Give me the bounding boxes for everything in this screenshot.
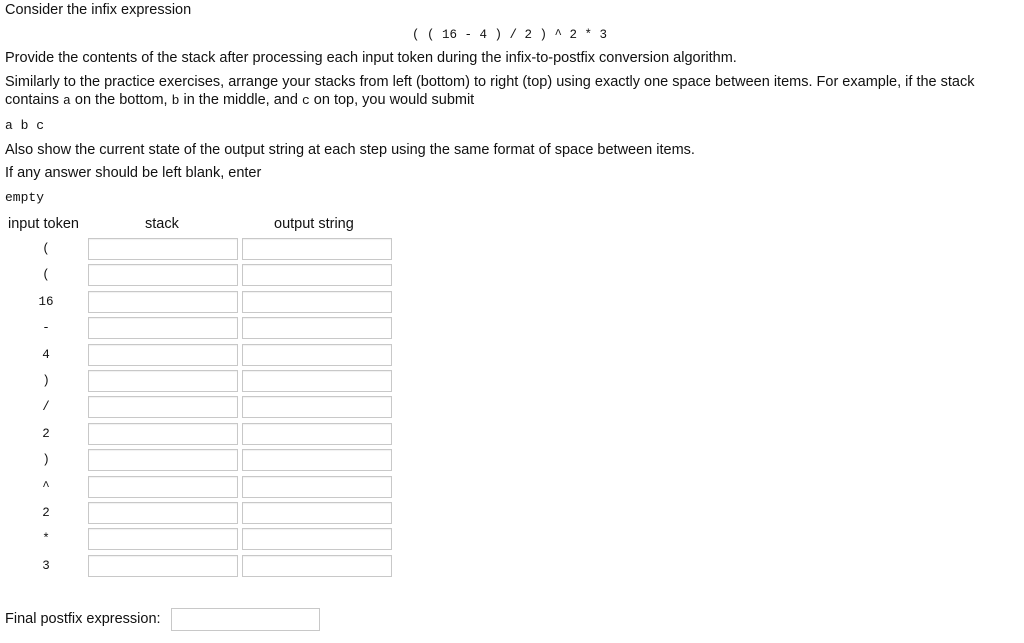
format-instruction-line1: Similarly to the practice exercises, arrange your stacks from left (bottom) to right (top) using exactly one space between items. For example, if the stack bbox=[5, 74, 975, 90]
stack-input[interactable] bbox=[88, 370, 238, 392]
output-string-input[interactable] bbox=[242, 238, 392, 260]
stack-input[interactable] bbox=[88, 291, 238, 313]
stack-input[interactable] bbox=[88, 238, 238, 260]
input-token: 4 bbox=[42, 348, 50, 362]
stack-input[interactable] bbox=[88, 423, 238, 445]
stack-input[interactable] bbox=[88, 449, 238, 471]
output-instruction-text: Also show the current state of the output string at each step using the same format of space between items. bbox=[5, 142, 695, 158]
format-text-a: contains bbox=[5, 92, 64, 108]
input-token: ^ bbox=[42, 480, 50, 494]
output-string-input[interactable] bbox=[242, 555, 392, 577]
output-string-input[interactable] bbox=[242, 344, 392, 366]
input-token: * bbox=[42, 532, 50, 546]
stack-input[interactable] bbox=[88, 555, 238, 577]
input-token: 3 bbox=[42, 559, 50, 573]
output-string-input[interactable] bbox=[242, 476, 392, 498]
stack-input[interactable] bbox=[88, 396, 238, 418]
instruction-text: Provide the contents of the stack after processing each input token during the infix-to-postfix conversion algorithm. bbox=[5, 50, 737, 66]
final-postfix-label: Final postfix expression: bbox=[5, 611, 161, 627]
blank-value-example: empty bbox=[5, 190, 45, 205]
output-string-input[interactable] bbox=[242, 449, 392, 471]
output-string-input[interactable] bbox=[242, 291, 392, 313]
input-token: 16 bbox=[38, 295, 54, 309]
code-c: c bbox=[301, 93, 310, 108]
output-string-input[interactable] bbox=[242, 370, 392, 392]
output-string-input[interactable] bbox=[242, 317, 392, 339]
example-stack: a b c bbox=[5, 118, 45, 133]
final-postfix-input[interactable] bbox=[171, 608, 320, 631]
code-a: a bbox=[63, 93, 71, 108]
infix-expression: ( ( 16 - 4 ) / 2 ) ^ 2 * 3 bbox=[412, 28, 608, 42]
header-output-string: output string bbox=[274, 216, 354, 232]
format-text-c: in the middle, and bbox=[179, 92, 302, 108]
input-token: 2 bbox=[42, 427, 50, 441]
input-token: ) bbox=[42, 453, 50, 467]
header-input-token: input token bbox=[8, 216, 79, 232]
output-string-input[interactable] bbox=[242, 502, 392, 524]
output-string-input[interactable] bbox=[242, 396, 392, 418]
stack-input[interactable] bbox=[88, 502, 238, 524]
input-token: - bbox=[42, 321, 50, 335]
code-b: b bbox=[171, 93, 180, 108]
output-string-input[interactable] bbox=[242, 423, 392, 445]
output-string-input[interactable] bbox=[242, 264, 392, 286]
stack-input[interactable] bbox=[88, 344, 238, 366]
intro-text: Consider the infix expression bbox=[5, 2, 192, 18]
input-token: ) bbox=[42, 374, 50, 388]
output-string-input[interactable] bbox=[242, 528, 392, 550]
blank-instruction-text: If any answer should be left blank, enter bbox=[5, 165, 262, 181]
input-token: ( bbox=[42, 268, 50, 282]
stack-input[interactable] bbox=[88, 528, 238, 550]
input-token: ( bbox=[42, 242, 50, 256]
input-token: 2 bbox=[42, 506, 50, 520]
stack-input[interactable] bbox=[88, 264, 238, 286]
format-text-d: on top, you would submit bbox=[309, 92, 475, 108]
input-token: / bbox=[42, 400, 50, 414]
stack-input[interactable] bbox=[88, 317, 238, 339]
format-text-b: on the bottom, bbox=[70, 92, 172, 108]
header-stack: stack bbox=[145, 216, 179, 232]
format-instruction-line2 bbox=[5, 91, 474, 110]
stack-input[interactable] bbox=[88, 476, 238, 498]
